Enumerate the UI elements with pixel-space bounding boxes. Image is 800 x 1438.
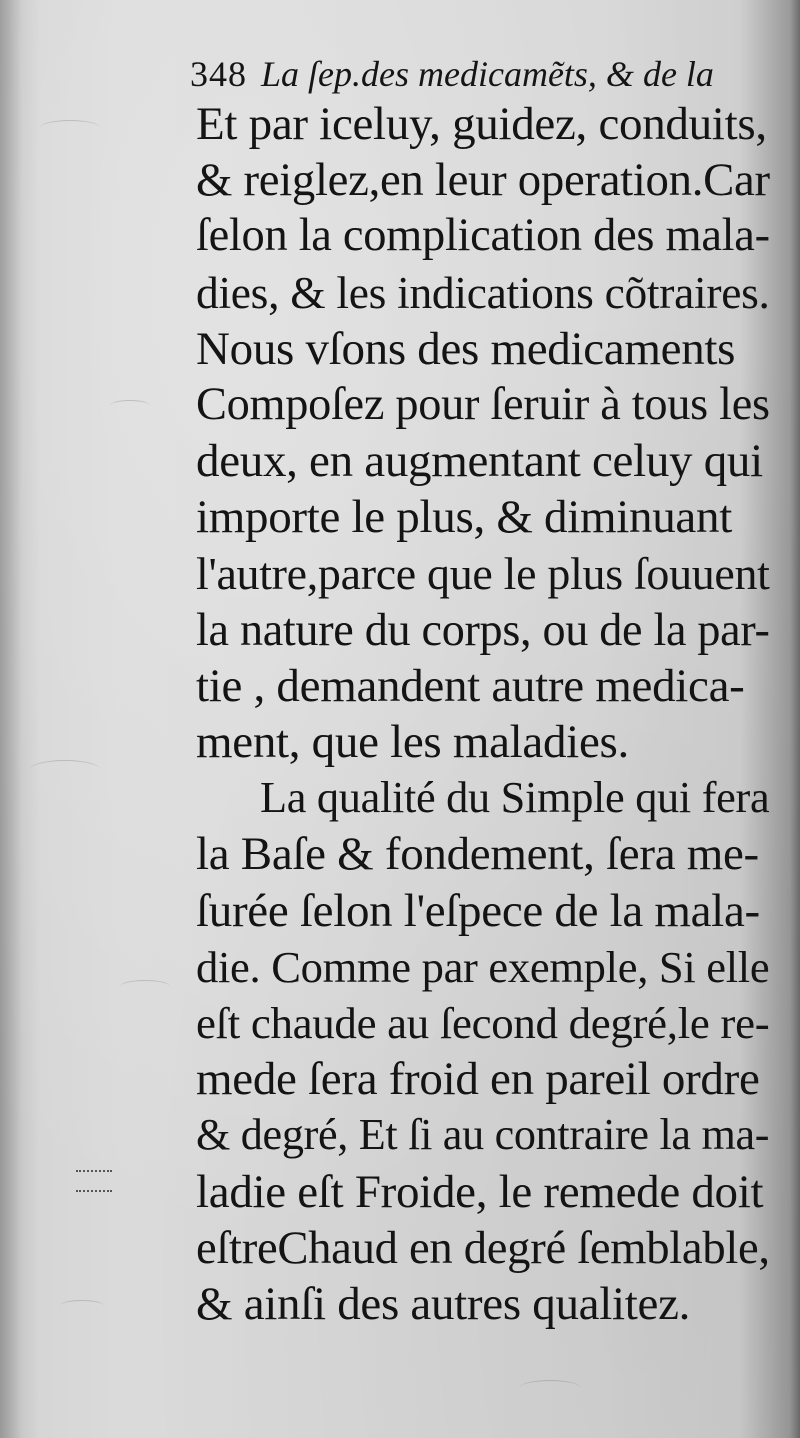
text-line: & reiglez,en leur operation.Car	[196, 154, 770, 207]
text-line: la Baſe & fondement, ſera me-	[196, 828, 759, 881]
text-line: la nature du corps, ou de la par-	[196, 603, 770, 655]
text-line: Et par iceluy, guidez, conduits,	[196, 98, 767, 150]
text-line: ſurée ſelon l'eſpece de la mala-	[196, 884, 760, 937]
margin-mark	[76, 1170, 112, 1192]
page-number: 348	[190, 54, 247, 94]
text-line: Compoſez pour ſeruir à tous les	[196, 378, 770, 430]
paper-fiber	[30, 760, 100, 779]
text-line: ment, que les maladies.	[196, 716, 629, 769]
paper-fiber	[60, 1300, 104, 1311]
text-line: tie , demandent autre medica-	[196, 659, 745, 712]
text-line: dies, & les indications cõtraires.	[196, 266, 770, 318]
text-line: eſt chaude au ſecond degré,le re-	[196, 998, 770, 1048]
running-head: La ſep.des medicamẽts, & de la	[261, 54, 714, 94]
text-line: importe le plus, & diminuant	[196, 491, 732, 544]
text-line: ladie eſt Froide, le remede doit	[196, 1165, 764, 1218]
text-line: l'autre,parce que le plus ſouuent	[196, 547, 770, 599]
text-line: & ainſi des autres qualitez.	[196, 1277, 691, 1330]
spine-shadow	[0, 0, 22, 1438]
text-line: mede ſera froid en pareil ordre	[196, 1053, 760, 1106]
paper-fiber	[110, 400, 150, 411]
paper-fiber	[120, 980, 170, 993]
text-line: deux, en augmentant celuy qui	[196, 435, 763, 488]
paper-fiber	[520, 1380, 580, 1395]
text-line: die. Comme par exemple, Si elle	[196, 941, 770, 992]
page-header	[190, 50, 750, 98]
paper-fiber	[40, 120, 100, 135]
paragraph-first-line: La qualité du Simple qui fera	[260, 773, 770, 823]
text-line: Nous vſons des medicaments	[196, 322, 736, 375]
text-line: & degré, Et ſi au contraire la ma-	[196, 1110, 770, 1160]
text-line: ſelon la complication des mala-	[196, 210, 770, 262]
text-line: eſtreChaud en degré ſemblable,	[196, 1221, 770, 1274]
body-text	[196, 96, 776, 1332]
